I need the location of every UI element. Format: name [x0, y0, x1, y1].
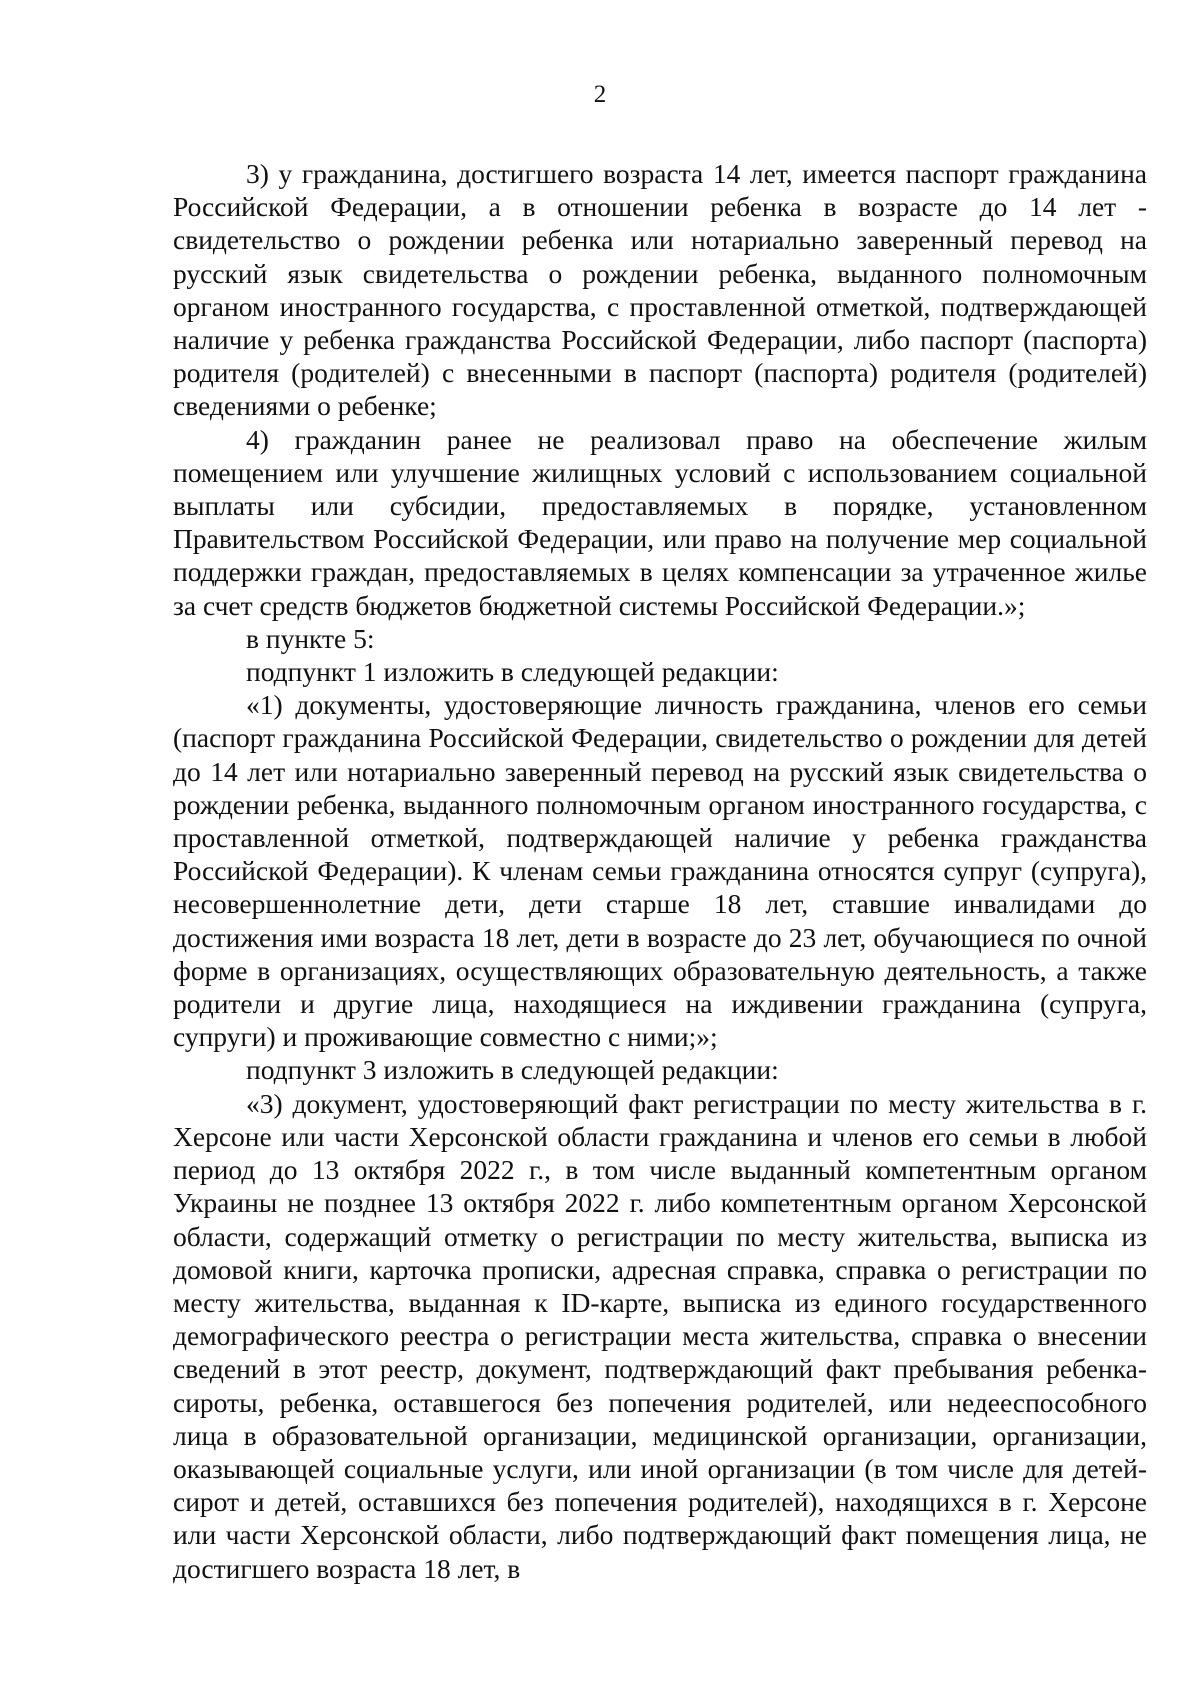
page-number: 2 — [593, 81, 607, 108]
document-body — [173, 157, 1147, 1585]
paragraph-item-4: 4) гражданин ранее не реализовал право на обеспечение жилым помещением или улучшение жилищных условий с использованием социальной выплаты или субсидии, предоставляемых в порядке, установленном Правительством Российской Федерации, или право на получение мер социальной поддержки граждан, предоставляемых в целях компенсации за утраченное жилье за счет средств бюджетов бюджетной системы Российской Федерации.»; — [173, 423, 1147, 621]
paragraph-item-3: 3) у гражданина, достигшего возраста 14 лет, имеется паспорт гражданина Российской Федерации, а в отношении ребенка в возрасте до 14 лет - свидетельство о рождении ребенка или нотариально заверенный перевод на русский язык свидетельства о рождении ребенка, выданного полномочным органом иностранного государства, с проставленной отметкой, подтверждающей наличие у ребенка гражданства Российской Федерации, либо паспорт (паспорта) родителя (родителей) с внесенными в паспорт (паспорта) родителя (родителей) сведениями о ребенке; — [173, 158, 1147, 422]
paragraph-point-5-intro: в пункте 5: — [246, 622, 375, 654]
paragraph-subpoint-1-text: «1) документы, удостоверяющие личность гражданина, членов его семьи (паспорт гражданина Российской Федерации, свидетельство о рождении для детей до 14 лет или нотариально заверенный перевод на русский язык свидетельства о рождении ребенка, выданного полномочным органом иностранного государства, с проставленной отметкой, подтверждающей наличие у ребенка гражданства Российской Федерации). К членам семьи гражданина относятся супруг (супруга), несовершеннолетние дети, дети старше 18 лет, ставшие инвалидами до достижения ими возраста 18 лет, дети в возрасте до 23 лет, обучающиеся по очной форме в организациях, осуществляющих образовательную деятельность, а также родители и другие лица, находящиеся на иждивении гражданина (супруга, супруги) и проживающие совместно с ними;»; — [173, 689, 1147, 1053]
paragraph-subpoint-3-intro: подпункт 3 изложить в следующей редакции: — [246, 1054, 779, 1086]
paragraph-subpoint-3-text: «3) документ, удостоверяющий факт регистрации по месту жительства в г. Херсоне или части Херсонской области гражданина и членов его семьи в любой период до 13 октября 2022 г., в том числе выданный компетентным органом Украины не позднее 13 октября 2022 г. либо компетентным органом Херсонской области, содержащий отметку о регистрации по месту жительства, выписка из домовой книги, карточка прописки, адресная справка, справка о регистрации по месту жительства, выданная к ID-карте, выписка из единого государственного демографического реестра о регистрации места жительства, справка о внесении сведений в этот реестр, документ, подтверждающий факт пребывания ребенка-сироты, ребенка, оставшегося без попечения родителей, или недееспособного лица в образовательной организации, медицинской организации, организации, оказывающей социальные услуги, или иной организации (в том числе для детей-сирот и детей, оставшихся без попечения родителей), находящихся в г. Херсоне или части Херсонской области, либо подтверждающий факт помещения лица, не достигшего возраста 18 лет, в — [173, 1087, 1147, 1584]
paragraph-subpoint-1-intro: подпункт 1 изложить в следующей редакции: — [246, 656, 779, 688]
